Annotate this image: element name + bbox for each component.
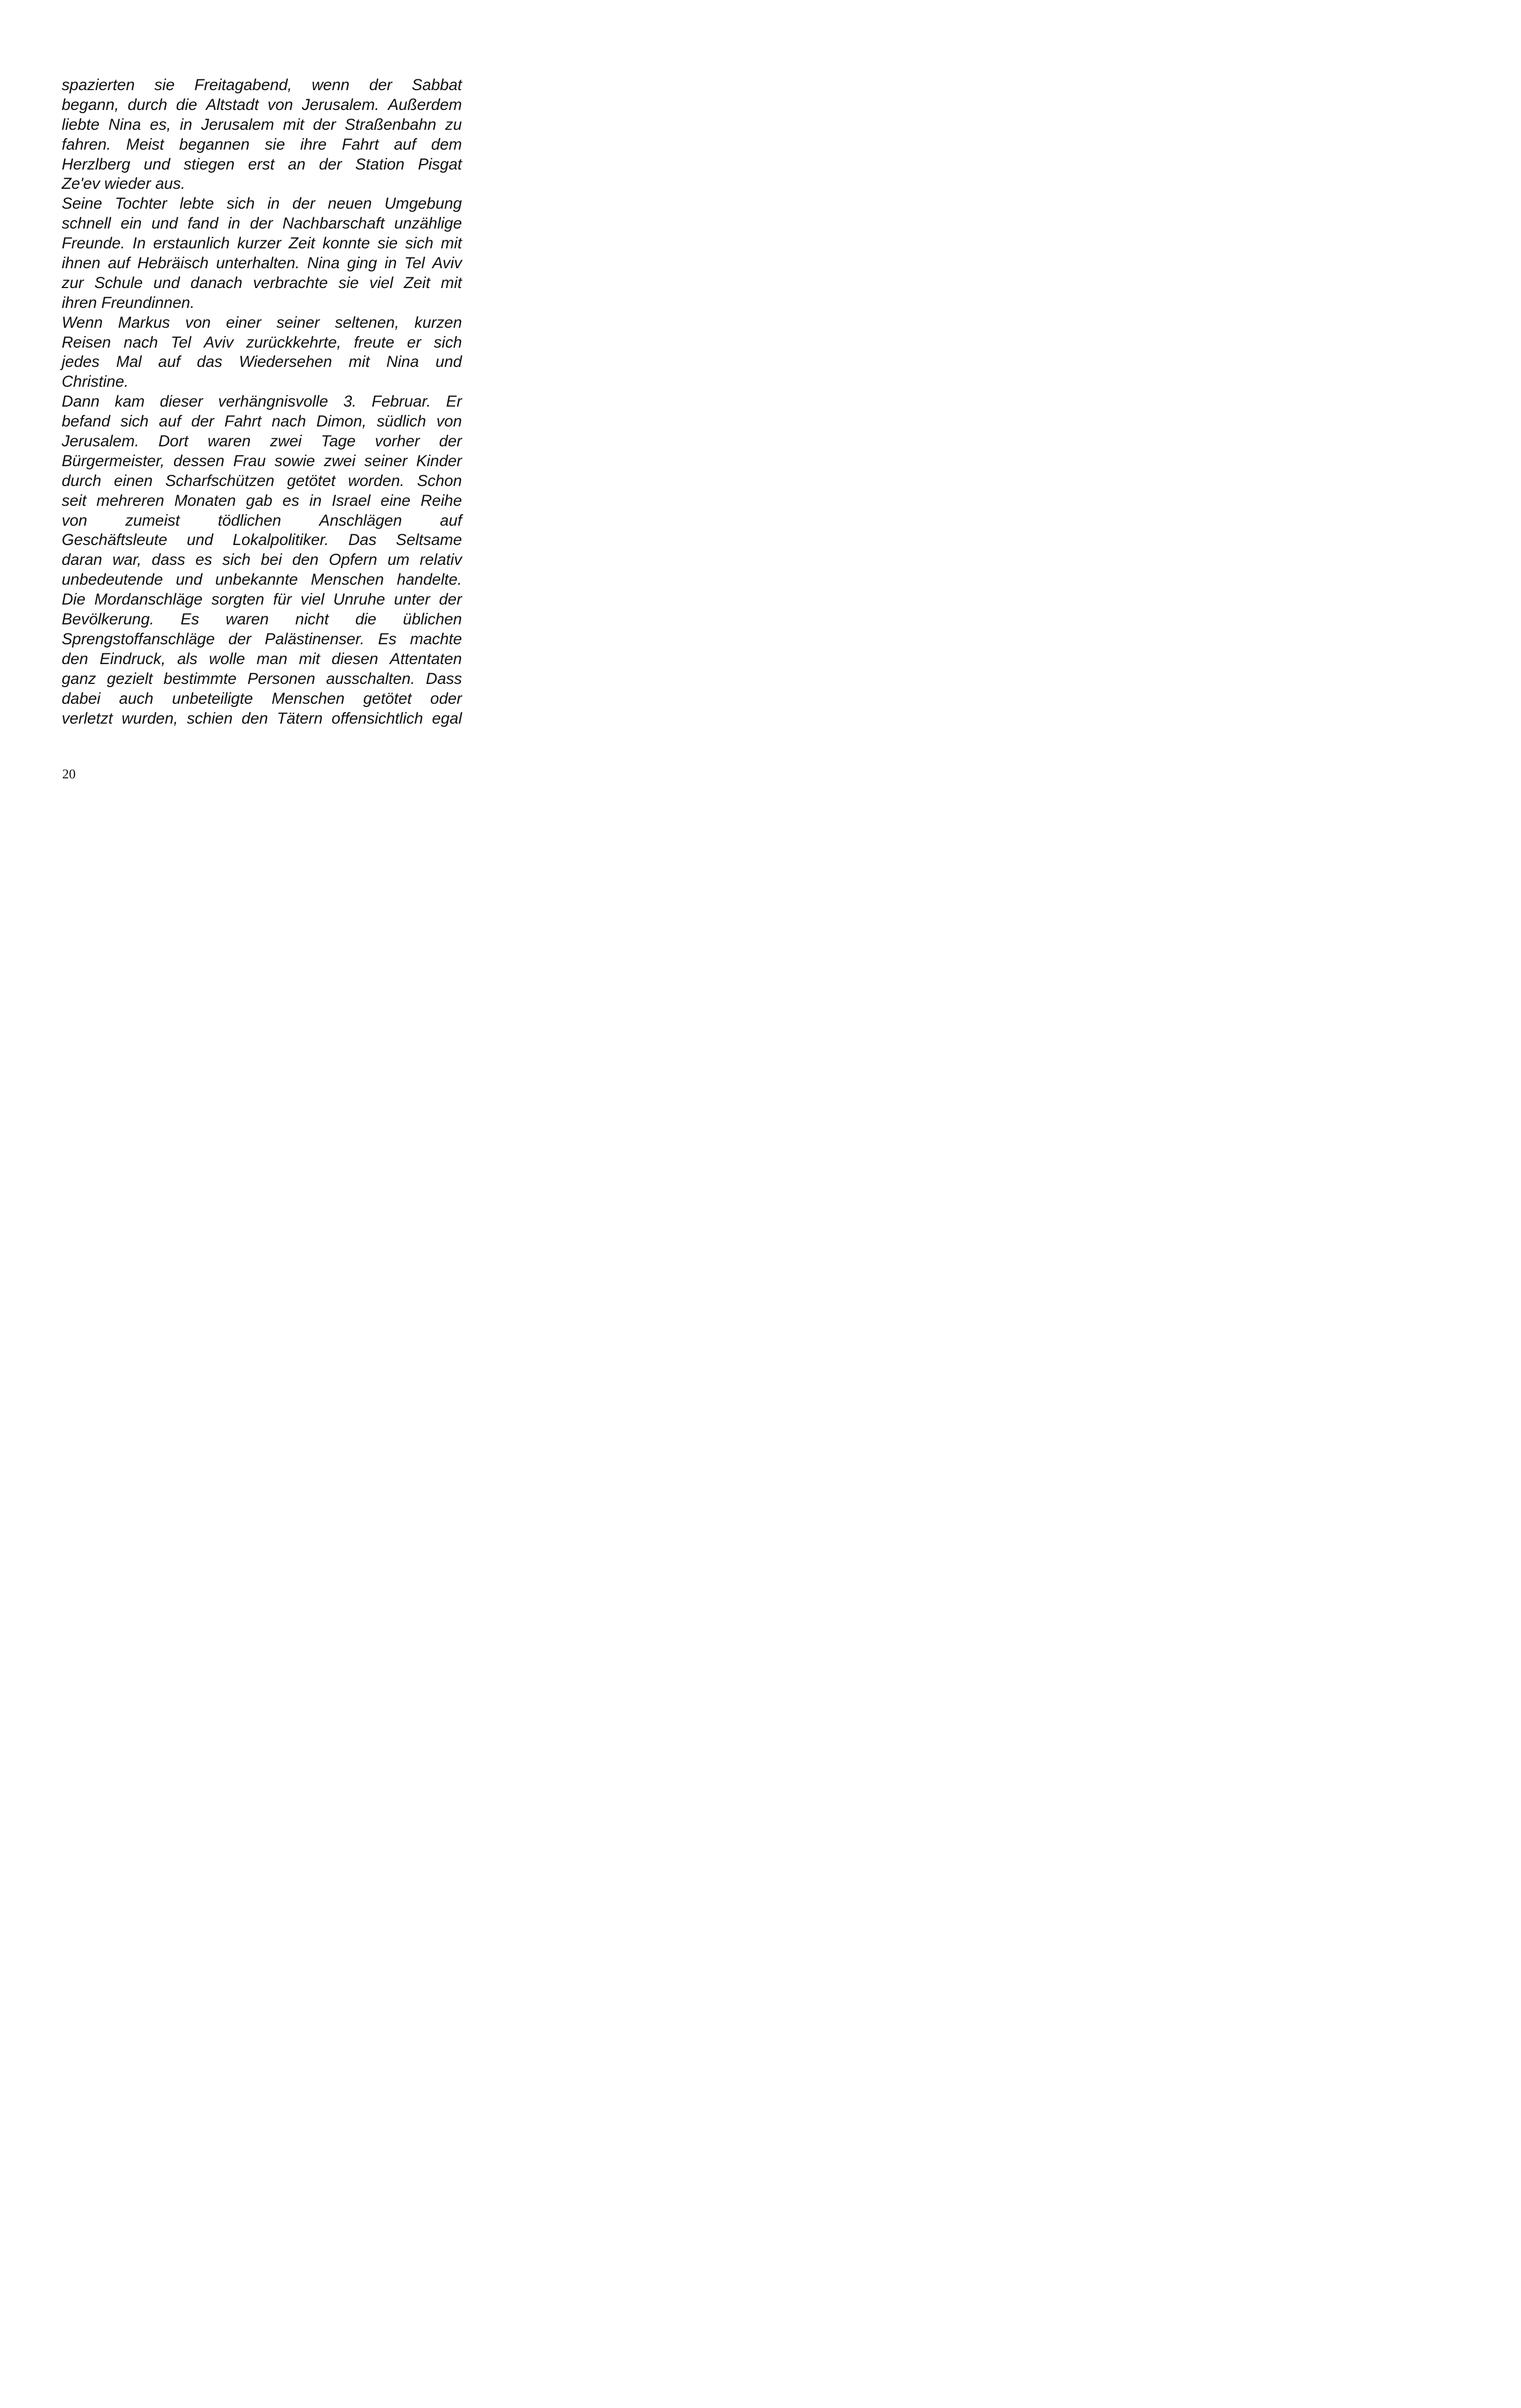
text-line: unbedeutende und unbekannte Menschen handelte.	[62, 571, 462, 589]
text-line: ihnen auf Hebräisch unterhalten. Nina ging in Tel Aviv	[62, 254, 462, 273]
text-line: liebte Nina es, in Jerusalem mit der Straßenbahn zu	[62, 115, 462, 134]
text-line: verletzt wurden, schien den Tätern offensichtlich egal	[62, 709, 462, 727]
text-line: seit mehreren Monaten gab es in Israel eine Reihe	[62, 491, 462, 510]
body-text	[62, 76, 462, 728]
text-line: schnell ein und fand in der Nachbarschaft unzählige	[62, 215, 462, 233]
text-line: daran war, dass es sich bei den Opfern um relativ	[62, 551, 462, 569]
page-number: 20	[62, 767, 76, 782]
text-line: Christine.	[62, 373, 129, 391]
text-line: Ze'ev wieder aus.	[62, 175, 186, 193]
text-line: zur Schule und danach verbrachte sie viel Zeit mit	[62, 274, 462, 292]
text-line: Wenn Markus von einer seiner seltenen, kurzen	[62, 313, 462, 332]
text-line: von zumeist tödlichen Anschlägen auf	[62, 511, 462, 529]
text-line: ihren Freundinnen.	[62, 293, 195, 312]
text-line: jedes Mal auf das Wiedersehen mit Nina und	[62, 353, 462, 371]
text-line: fahren. Meist begannen sie ihre Fahrt auf dem	[62, 135, 462, 153]
text-line: Die Mordanschläge sorgten für viel Unruhe unter der	[62, 591, 462, 609]
text-line: Reisen nach Tel Aviv zurückkehrte, freute er sich	[62, 333, 462, 351]
text-line: spazierten sie Freitagabend, wenn der Sabbat	[62, 76, 462, 94]
text-line: Geschäftsleute und Lokalpolitiker. Das Seltsame	[62, 531, 462, 549]
text-line: Sprengstoffanschläge der Palästinenser. Es machte	[62, 630, 462, 648]
text-line: begann, durch die Altstadt von Jerusalem. Außerdem	[62, 95, 462, 114]
text-line: den Eindruck, als wolle man mit diesen Attentaten	[62, 650, 462, 668]
text-line: durch einen Scharfschützen getötet worden. Schon	[62, 472, 462, 490]
text-line: Freunde. In erstaunlich kurzer Zeit konnte sie sich mit	[62, 234, 462, 253]
text-line: Dann kam dieser verhängnisvolle 3. Februar. Er	[62, 393, 462, 411]
text-line: ganz gezielt bestimmte Personen ausschalten. Dass	[62, 669, 462, 688]
text-line: Jerusalem. Dort waren zwei Tage vorher der	[62, 432, 462, 451]
text-line: Seine Tochter lebte sich in der neuen Umgebung	[62, 195, 462, 213]
text-line: befand sich auf der Fahrt nach Dimon, südlich von	[62, 413, 462, 431]
text-line: Herzlberg und stiegen erst an der Station Pisgat	[62, 155, 462, 173]
text-line: dabei auch unbeteiligte Menschen getötet oder	[62, 689, 462, 708]
text-line: Bevölkerung. Es waren nicht die üblichen	[62, 610, 462, 629]
text-line: Bürgermeister, dessen Frau sowie zwei seiner Kinder	[62, 452, 462, 470]
book-page	[0, 0, 537, 849]
